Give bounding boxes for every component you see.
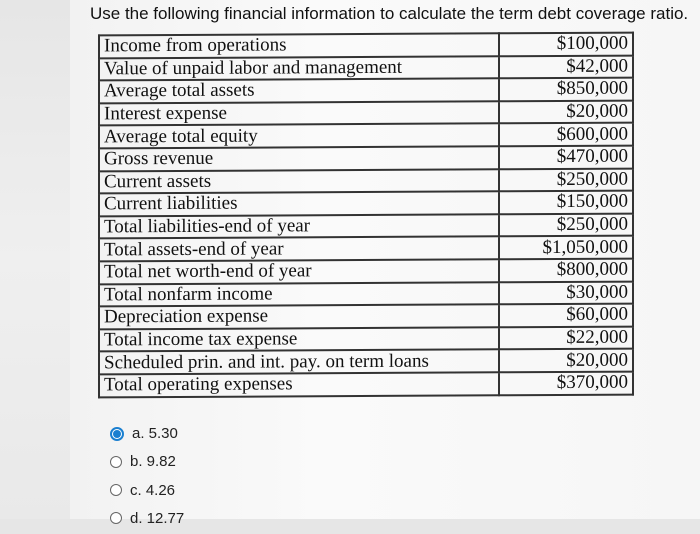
table-row: [99, 372, 633, 397]
row-label: Average total assets: [99, 78, 499, 103]
row-label: Gross revenue: [99, 146, 499, 171]
table-row: [99, 326, 633, 351]
radio-icon[interactable]: [110, 456, 122, 468]
table-row: [99, 100, 633, 125]
row-value: $250,000: [499, 213, 633, 236]
row-label: Total net worth-end of year: [99, 259, 499, 284]
row-value: $1,050,000: [499, 236, 633, 259]
row-label: Average total equity: [99, 124, 499, 149]
row-label: Value of unpaid labor and management: [99, 56, 499, 81]
table-row: [99, 281, 633, 306]
table-row: [99, 55, 633, 80]
row-value: $850,000: [499, 78, 633, 101]
option-b[interactable]: [110, 449, 184, 474]
question-text: Use the following financial information to calculate the term debt coverage ratio.: [90, 4, 689, 23]
row-value: $20,000: [499, 100, 633, 123]
option-label: a. 5.30: [132, 425, 178, 442]
row-label: Total income tax expense: [99, 327, 499, 352]
table-row: [99, 259, 633, 284]
row-label: Total assets-end of year: [99, 237, 499, 262]
row-value: $250,000: [499, 168, 633, 191]
row-label: Interest expense: [99, 101, 499, 126]
table-row: [99, 191, 633, 216]
table-row: [99, 78, 633, 103]
table-row: [99, 33, 633, 58]
table-row: [99, 123, 633, 148]
table-row: [99, 146, 633, 171]
row-label: Total liabilities-end of year: [99, 214, 499, 239]
table-row: [99, 213, 633, 238]
option-d[interactable]: [110, 506, 184, 531]
radio-icon[interactable]: [110, 484, 122, 496]
row-value: $22,000: [499, 326, 633, 349]
option-a[interactable]: [110, 421, 184, 446]
row-value: $600,000: [499, 123, 633, 146]
row-value: $800,000: [499, 259, 633, 282]
row-value: $100,000: [499, 33, 633, 56]
row-value: $470,000: [499, 146, 633, 169]
option-label: c. 4.26: [130, 481, 176, 499]
row-label: Total operating expenses: [99, 372, 499, 397]
row-label: Current assets: [99, 169, 499, 194]
table-row: [99, 236, 633, 261]
answer-options: [110, 421, 184, 534]
row-value: $30,000: [499, 281, 633, 304]
row-value: $150,000: [499, 191, 633, 214]
radio-selected-icon[interactable]: [110, 427, 124, 441]
option-c[interactable]: [110, 478, 184, 503]
row-value: $370,000: [499, 372, 633, 395]
row-label: Depreciation expense: [99, 304, 499, 329]
row-label: Total nonfarm income: [99, 282, 499, 307]
radio-icon[interactable]: [110, 512, 122, 524]
row-value: $20,000: [499, 349, 633, 372]
table-row: [99, 304, 633, 329]
option-label: d. 12.77: [130, 509, 185, 527]
row-label: Current liabilities: [99, 191, 499, 216]
financial-info-table: [98, 32, 634, 398]
row-value: $42,000: [499, 55, 633, 78]
row-label: Income from operations: [99, 33, 499, 58]
table-row: [99, 168, 633, 193]
row-value: $60,000: [499, 304, 633, 327]
row-label: Scheduled prin. and int. pay. on term loans: [99, 350, 499, 375]
table-row: [99, 349, 633, 374]
option-label: b. 9.82: [130, 453, 176, 471]
